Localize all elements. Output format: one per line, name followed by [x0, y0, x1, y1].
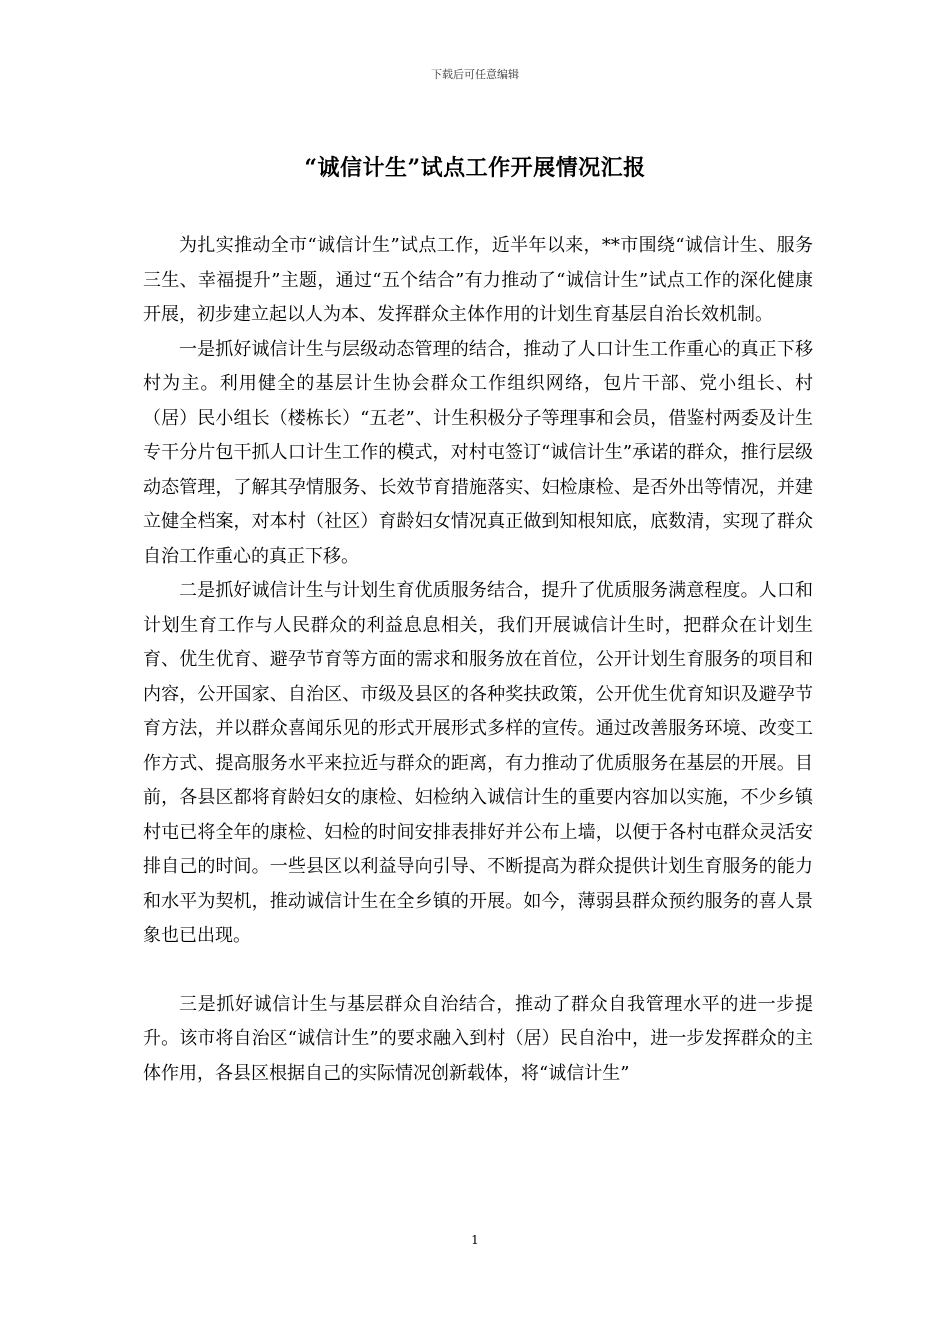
paragraph-intro: 为扎实推动全市“诚信计生”试点工作，近半年以来，**市围绕“诚信计生、服务三生、幸福提升”主题，通过“五个结合”有力推动了“诚信计生”试点工作的深化健康开展，初步建立起以人为本、发挥群众主体作用的计划生育基层自治长效机制。: [143, 235, 813, 325]
paragraph-point-two: 二是抓好诚信计生与计划生育优质服务结合，提升了优质服务满意程度。人口和计划生育工作与人民群众的利益息息相关，我们开展诚信计生时，把群众在计划生育、优生优育、避孕节育等方面的需求和服务放在首位，公开计划生育服务的项目和内容，公开国家、自治区、市级及县区的各种奖扶政策，公开优生优育知识及避孕节育方法，并以群众喜闻乐见的形式开展形式多样的宣传。通过改善服务环境、改变工作方式、提高服务水平来拉近与群众的距离，有力推动了优质服务在基层的开展。目前，各县区都将育龄妇女的康检、妇检纳入诚信计生的重要内容加以实施，不少乡镇村屯已将全年的康检、妇检的时间安排表排好并公布上墙，以便于各村屯群众灵活安排自己的时间。一些县区以利益导向引导、不断提高为群众提供计划生育服务的能力和水平为契机，推动诚信计生在全乡镇的开展。如今，薄弱县群众预约服务的喜人景象也已出现。: [143, 580, 813, 946]
paragraph-point-one: 一是抓好诚信计生与层级动态管理的结合，推动了人口计生工作重心的真正下移村为主。利用健全的基层计生协会群众工作组织网络，包片干部、党小组长、村（居）民小组长（楼栋长）“五老”、计生积极分子等理事和会员，借鉴村两委及计生专干分片包干抓人口计生工作的模式，对村屯签订“诚信计生”承诺的群众，推行层级动态管理，了解其孕情服务、长效节育措施落实、妇检康检、是否外出等情况，并建立健全档案，对本村（社区）育龄妇女情况真正做到知根知底，底数清，实现了群众自治工作重心的真正下移。: [143, 338, 813, 567]
paragraph-point-three: 三是抓好诚信计生与基层群众自治结合，推动了群众自我管理水平的进一步提升。该市将自治区“诚信计生”的要求融入到村（居）民自治中，进一步发挥群众的主体作用，各县区根据自己的实际情况创新载体，将“诚信计生”: [143, 993, 813, 1084]
document-title: “诚信计生”试点工作开展情况汇报: [304, 155, 646, 181]
header-note: 下载后可任意编辑: [431, 68, 519, 81]
page-number: 1: [471, 1233, 479, 1247]
document-body: [143, 229, 813, 1091]
